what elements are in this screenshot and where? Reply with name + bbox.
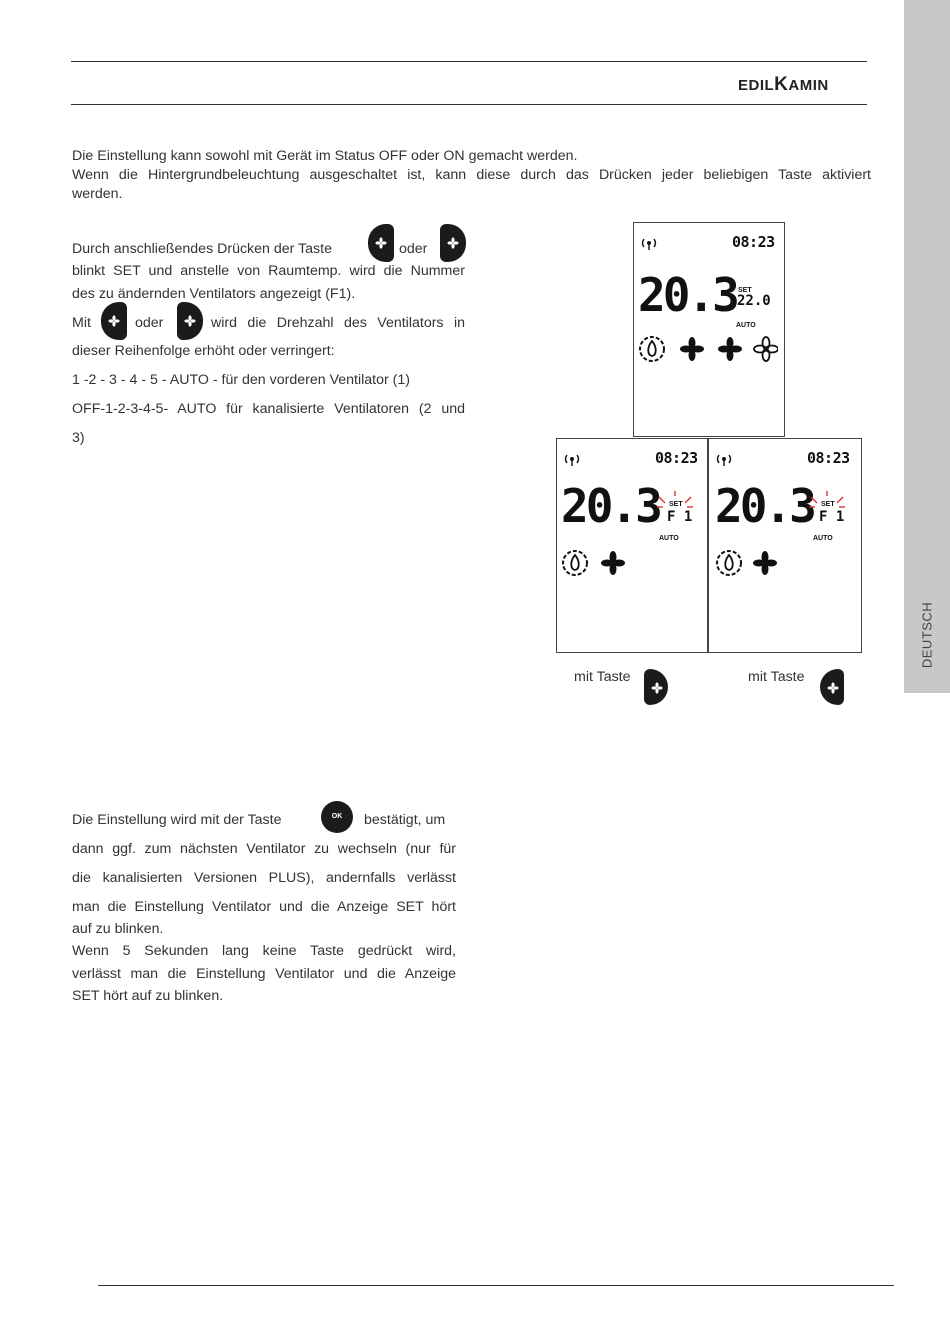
block2-line-8: SET hört auf zu blinken. [72,988,224,1004]
mode-label: AUTO [813,535,833,542]
status-icons [638,335,778,363]
set-value: 22.0 [737,293,771,309]
set-label: SET [821,501,835,508]
fan-icon [375,237,387,249]
block1-line-3: des zu ändernden Ventilators angezeigt (F1). [72,286,356,302]
fan-icon [184,315,196,327]
caption-right: mit Taste [748,669,805,685]
block1-line-5: dieser Reihenfolge erhöht oder verringert: [72,343,335,359]
block1-line-4a: Mit [72,315,91,331]
fan-right-button [440,224,466,262]
block2-line-6: Wenn 5 Sekunden lang keine Taste gedrückt wird, [72,943,456,959]
block2-line-2: dann ggf. zum nächsten Ventilator zu wechseln (nur für [72,841,456,857]
block2-line-1a: Die Einstellung wird mit der Taste [72,812,282,828]
block1-line-4c: wird die Drehzahl des Ventilators in [211,315,465,331]
antenna-icon [638,236,660,250]
intro-line-1: Die Einstellung kann sowohl mit Gerät im Status OFF oder ON gemacht werden. [72,148,578,164]
clock: 08:23 [732,233,775,251]
block1-line-7: OFF-1-2-3-4-5- AUTO für kanalisierte Ventilatoren (2 und [72,401,465,417]
ok-button: OK [321,801,353,833]
set-label: SET [669,501,683,508]
antenna-icon [713,452,735,466]
header-top-rule [71,61,867,62]
display-left [556,438,708,653]
fan-left-button [820,669,844,705]
block2-line-1b: bestätigt, um [364,812,446,828]
fan-left-button [368,224,394,262]
mode-label: AUTO [659,535,679,542]
status-icons [561,549,631,577]
mode-label: AUTO [736,322,756,329]
header-bottom-rule [71,104,867,105]
fan-code: F 1 [819,509,845,525]
antenna-icon [561,452,583,466]
footer-rule [98,1285,894,1286]
fan-right-button [177,302,203,340]
block2-line-7: verlässt man die Einstellung Ventilator und die Anzeige [72,966,456,982]
display-right [708,438,862,653]
block1-line-1b: oder [399,241,428,257]
caption-left: mit Taste [574,669,631,685]
block2-line-3: die kanalisierten Versionen PLUS), andernfalls verlässt [72,870,456,886]
block1-line-6: 1 -2 - 3 - 4 - 5 - AUTO - für den vorderen Ventilator (1) [72,372,411,388]
intro-line-2: Wenn die Hintergrundbeleuchtung ausgeschaltet ist, kann diese durch das Drücken jeder beliebigen Taste aktiviert [72,167,871,183]
block1-line-8: 3) [72,430,85,446]
fan-icon [651,682,663,694]
brand-logo: EDILKAMIN [738,74,829,95]
room-temperature: 20.3 [715,479,814,533]
intro-line-3: werden. [72,186,123,202]
block2-line-4: man die Einstellung Ventilator und die Anzeige SET hört [72,899,456,915]
clock: 08:23 [655,449,698,467]
block1-line-2: blinkt SET und anstelle von Raumtemp. wird die Nummer [72,263,465,279]
set-label: SET [738,287,752,294]
block1-line-1a: Durch anschließendes Drücken der Taste [72,241,332,257]
clock: 08:23 [807,449,850,467]
room-temperature: 20.3 [561,479,660,533]
language-tab-label: DEUTSCH [919,601,935,669]
fan-icon [447,237,459,249]
fan-icon [827,682,839,694]
fan-icon [108,315,120,327]
block1-line-4b: oder [135,315,164,331]
fan-left-button [101,302,127,340]
block2-line-5: auf zu blinken. [72,921,164,937]
language-side-tab [904,0,950,693]
fan-right-button [644,669,668,705]
status-icons [715,549,785,577]
room-temperature: 20.3 [638,268,737,322]
display-top [633,222,785,437]
fan-code: F 1 [667,509,693,525]
